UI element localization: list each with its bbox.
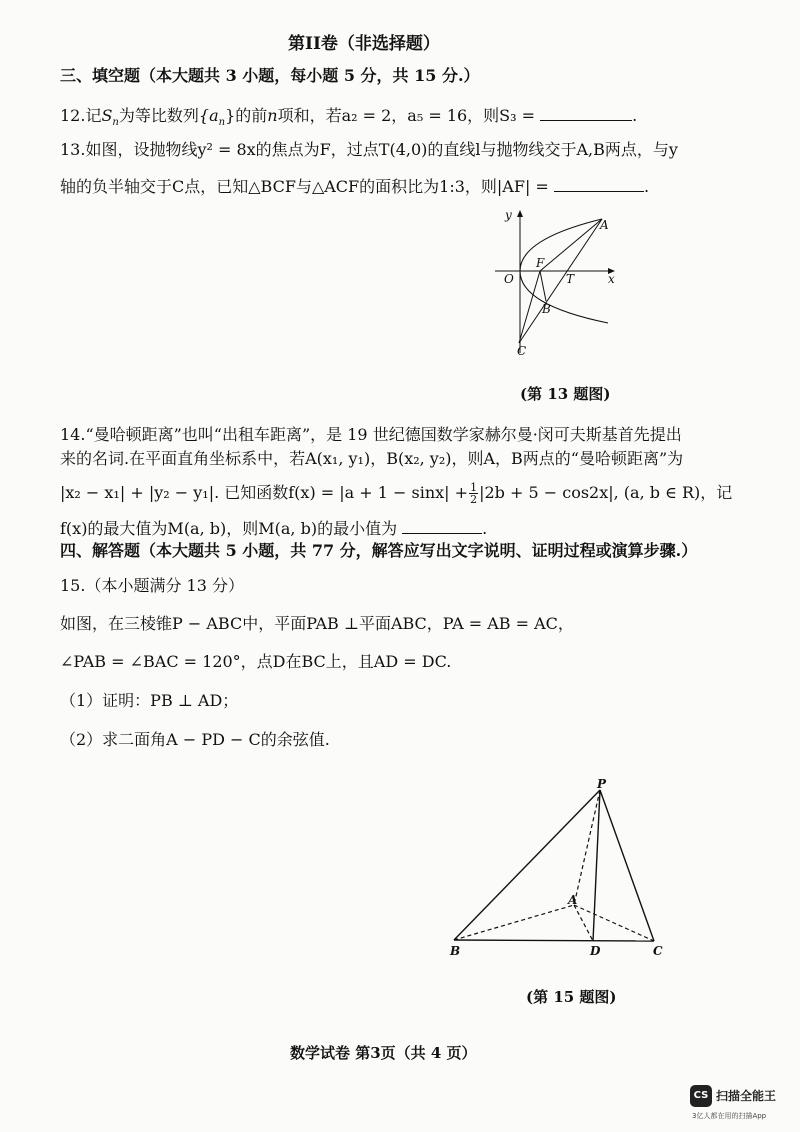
q12-sub-n2: n	[218, 117, 226, 129]
question-14-line-4: f(x)的最大值为M(a, b)，则M(a, b)的最小值为 .	[60, 519, 488, 538]
section-heading-fill-in: 三、填空题（本大题共 3 小题，每小题 5 分，共 15 分.）	[60, 66, 480, 85]
fig15-label-a: A	[568, 893, 578, 907]
q12-text-3: }的前	[225, 106, 268, 125]
fig13-label-a: A	[600, 218, 609, 232]
fig15-edge-pd	[593, 790, 600, 941]
fig13-line-l	[519, 219, 602, 343]
q12-text-2: 为等比数列	[118, 106, 199, 125]
question-13-line-1: 13.如图，设抛物线y² = 8x的焦点为F，过点T(4,0)的直线l与抛物线交于A,B两点，与y	[60, 140, 678, 159]
fig15-edge-pb	[454, 790, 600, 940]
fig15-label-p: P	[597, 777, 607, 791]
q14-answer-blank[interactable]	[402, 519, 482, 534]
page-title: 第II卷（非选择题）	[288, 34, 440, 54]
q14-fraction-half	[469, 482, 478, 505]
fig15-edge-bc	[454, 940, 654, 941]
question-14-line-1: 14.“曼哈顿距离”也叫“出租车距离”，是 19 世纪德国数学家赫尔曼·闵可夫斯基首先提出	[60, 425, 682, 444]
q13-answer-blank[interactable]	[554, 177, 644, 192]
fig13-label-b: B	[542, 302, 551, 316]
fig15-label-d: D	[590, 944, 601, 958]
q12-sub-n: n	[112, 117, 119, 129]
scanner-brand: 扫描全能王	[716, 1089, 777, 1103]
q12-text-4: 项和，若	[277, 106, 342, 125]
section-heading-solutions: 四、解答题（本大题共 5 小题，共 77 分，解答应写出文字说明、证明过程或演算步骤.）	[60, 541, 698, 560]
fig13-segment-bf	[540, 271, 546, 301]
fig13-label-c: C	[517, 344, 527, 358]
q14-line-3a: |x₂ − x₁| + |y₂ − y₁|. 已知函数f(x) = |a + 1 − sinx| +	[60, 483, 469, 502]
question-14-line-2: 来的名词.在平面直角坐标系中，若A(x₁, y₁)，B(x₂, y₂)，则A，B两点的“曼哈顿距离”为	[60, 449, 684, 468]
fig13-y-arrow	[517, 210, 523, 217]
fig15-label-c: C	[653, 944, 663, 958]
fig15-label-b: B	[450, 944, 461, 958]
scanner-tagline: 3亿人都在用的扫描App	[692, 1112, 767, 1120]
q12-condition: a₂ = 2，a₅ = 16，则S₃ =	[341, 106, 536, 125]
fig15-edge-ad	[574, 905, 593, 941]
figure-15-pyramid	[440, 775, 670, 965]
q14-line-3b: |2b + 5 − cos2x|, (a, b ∈ R)，记	[479, 483, 733, 502]
figure-13-caption: (第 13 题图)	[520, 385, 611, 403]
question-13-line-2: 轴的负半轴交于C点，已知△BCF与△ACF的面积比为1:3，则|AF| = .	[60, 177, 650, 196]
q13-line-2-text: 轴的负半轴交于C点，已知△BCF与△ACF的面积比为1:3，则|AF| =	[60, 177, 549, 196]
fig13-label-f: F	[536, 256, 545, 270]
page-footer: 数学试卷 第3页（共 4 页）	[290, 1044, 477, 1062]
question-15-line-2: ∠PAB = ∠BAC = 120°，点D在BC上，且AD = DC.	[60, 652, 452, 671]
question-12: 12.记$S_n$为等比数列$\{a_n\}$的前n项和，若a₂ = 2，a₅ = 16，则S₃ = .	[60, 106, 638, 129]
question-15-part-2: （2）求二面角A − PD − C的余弦值.	[60, 730, 330, 749]
question-14-line-3	[60, 482, 732, 505]
fig13-segment-af	[540, 219, 602, 271]
question-15-line-1: 如图，在三棱锥P − ABC中，平面PAB ⊥平面ABC，PA = AB = AC，	[60, 614, 574, 633]
figure-13-parabola	[490, 205, 625, 365]
scanner-logo-icon: CS	[690, 1085, 712, 1107]
fig13-label-y: y	[505, 208, 512, 222]
fig13-label-o: O	[504, 272, 514, 286]
figure-15-caption: (第 15 题图)	[526, 988, 617, 1006]
question-15-title: 15.（本小题满分 13 分）	[60, 576, 244, 595]
q14-frac-num: 1	[470, 481, 478, 494]
fig15-edge-ac	[574, 905, 654, 941]
q12-answer-blank[interactable]	[540, 106, 632, 121]
q12-var-a: {a	[198, 106, 219, 125]
q12-var-n: n	[267, 106, 278, 125]
q12-text-1: 12.记	[60, 106, 102, 125]
fig13-label-x: x	[608, 272, 615, 286]
q14-line-4-text: f(x)的最大值为M(a, b)，则M(a, b)的最小值为	[60, 519, 398, 538]
fig15-edge-pc	[600, 790, 654, 941]
question-15-part-1: （1）证明：PB ⊥ AD；	[60, 691, 239, 710]
q14-frac-den: 2	[470, 493, 478, 506]
q12-var-s: S	[101, 106, 113, 125]
fig13-label-t: T	[566, 272, 575, 286]
